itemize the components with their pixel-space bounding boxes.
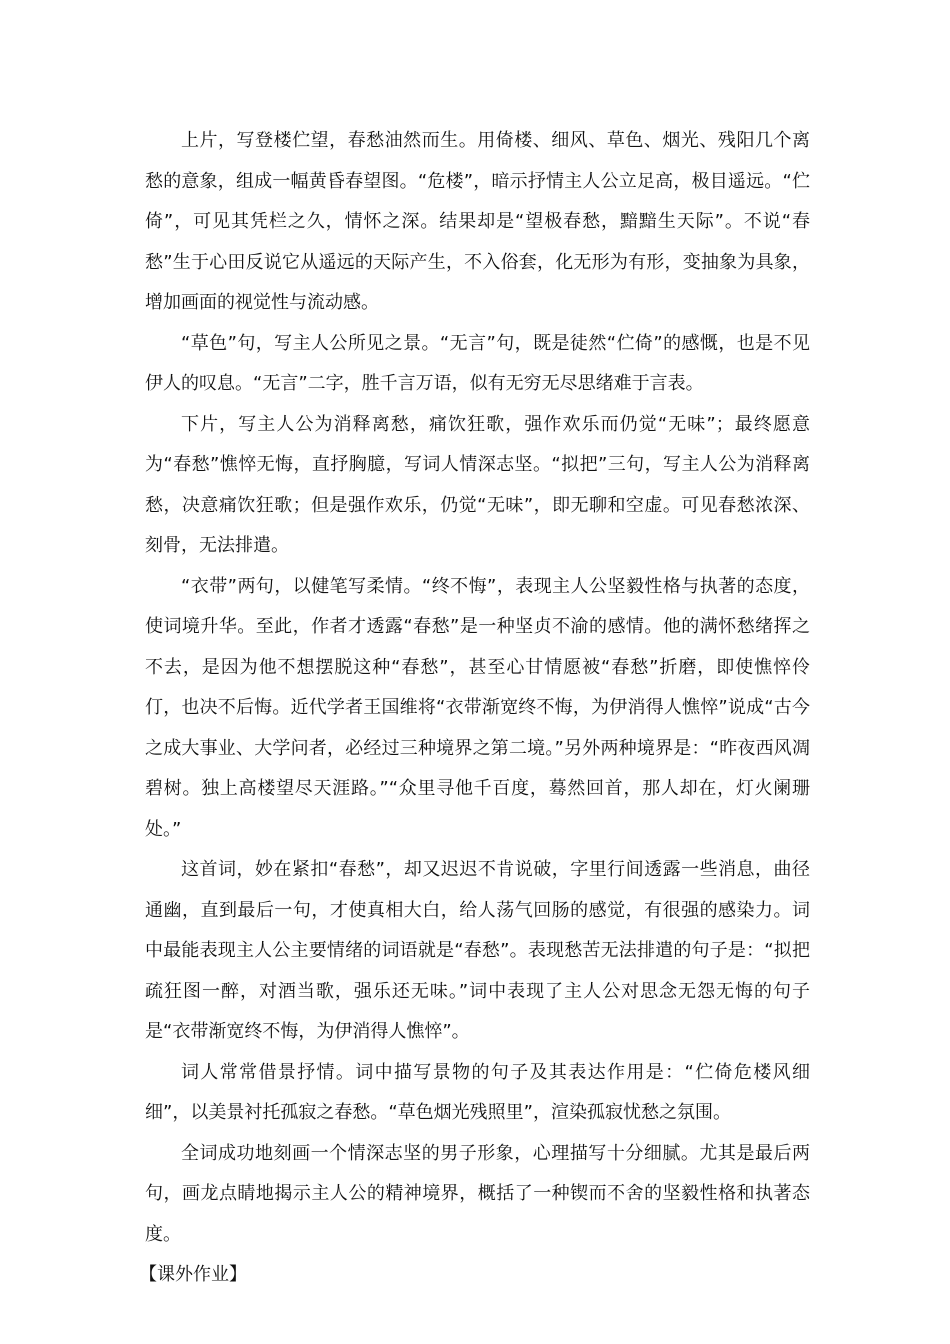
paragraph-caose: “草色”句，写主人公所见之景。“无言”句，既是徒然“伫倚”的感慨，也是不见伊人的叹息。“无言”二字，胜千言万语，似有无穷无尽思绪难于言表。 — [145, 332, 810, 394]
paragraph-quanci: 全词成功地刻画一个情深志坚的男子形象，心理描写十分细腻。尤其是最后两句，画龙点睛地揭示主人公的精神境界，概括了一种锲而不舍的坚毅性格和执著态度。 — [145, 1142, 810, 1245]
paragraph-yidai: “衣带”两句，以健笔写柔情。“终不悔”，表现主人公坚毅性格与执著的态度，使词境升华。至此，作者才透露“春愁”是一种坚贞不渝的感情。他的满怀愁绪挥之不去，是因为他不想摆脱这种“春愁”，甚至心甘情愿被“春愁”折磨，即使憔悴伶仃，也决不后悔。近代学者王国维将“衣带渐宽终不悔，为伊消得人憔悴”说成“古今之成大事业、大学问者，必经过三种境界之第二境。”另外两种境界是：“昨夜西风凋碧树。独上高楼望尽天涯路。”“众里寻他千百度，蓦然回首，那人却在，灯火阑珊处。” — [145, 575, 810, 840]
section-heading-homework: 【课外作业】 — [139, 1264, 247, 1285]
paragraph-xiapian: 下片，写主人公为消释离愁，痛饮狂歌，强作欢乐而仍觉“无味”；最终愿意为“春愁”憔悴无悔，直抒胸臆，写词人情深志坚。“拟把”三句，写主人公为消释离愁，决意痛饮狂歌；但是强作欢乐，仍觉“无味”，即无聊和空虚。可见春愁浓深、刻骨，无法排遣。 — [145, 413, 810, 556]
paragraph-jiejing: 词人常常借景抒情。词中描写景物的句子及其表达作用是：“伫倚危楼风细细”，以美景衬托孤寂之春愁。“草色烟光残照里”，渲染孤寂忧愁之氛围。 — [145, 1061, 810, 1123]
paragraph-shangpian: 上片，写登楼伫望，春愁油然而生。用倚楼、细风、草色、烟光、残阳几个离愁的意象，组成一幅黄昏春望图。“危楼”，暗示抒情主人公立足高，极目遥远。“伫倚”，可见其凭栏之久，情怀之深。结果却是“望极春愁，黯黯生天际”。不说“春愁”生于心田反说它从遥远的天际产生，不入俗套，化无形为有形，变抽象为具象，增加画面的视觉性与流动感。 — [145, 130, 810, 313]
paragraph-zheshouci: 这首词，妙在紧扣“春愁”，却又迟迟不肯说破，字里行间透露一些消息，曲径通幽，直到最后一句，才使真相大白，给人荡气回肠的感觉，有很强的感染力。词中最能表现主人公主要情绪的词语就是“春愁”。表现愁苦无法排遣的句子是：“拟把疏狂图一醉，对酒当歌，强乐还无味。”词中表现了主人公对思念无怨无悔的句子是“衣带渐宽终不悔，为伊消得人憔悴”。 — [145, 859, 810, 1042]
document-body — [139, 121, 810, 1296]
